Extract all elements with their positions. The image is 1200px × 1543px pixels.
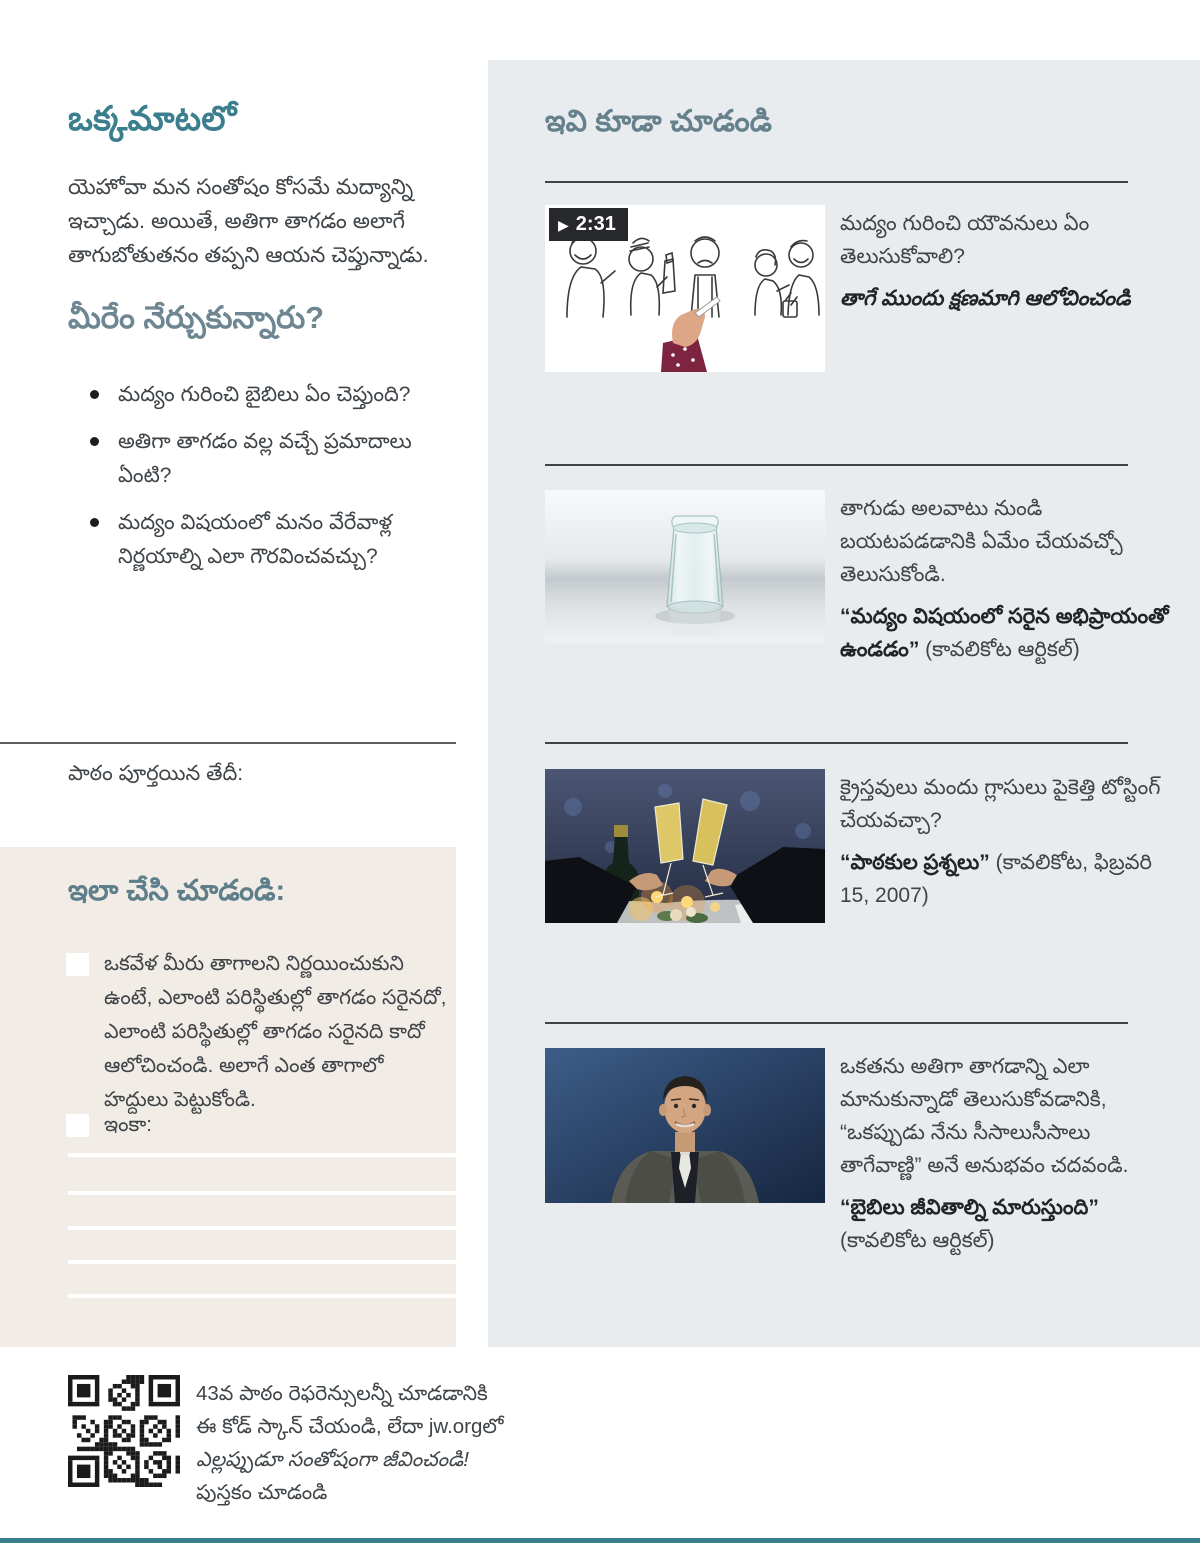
media-description: ఒకతను అతిగా తాగడాన్ని ఎలా మానుకున్నాడో తెలుసుకోవడానికి, “ఒకప్పుడు నేను సీసాలుసీసాలు తాగేవాణ్ణి” అనే అనుభవం చదవండి. <box>840 1055 1129 1177</box>
checklist-text: ఇంకా: <box>104 1113 152 1136</box>
media-item-text <box>840 771 1174 912</box>
try-box <box>0 847 456 1347</box>
see-also-heading: ఇవి కూడా చూడండి <box>545 105 772 138</box>
media-description: తాగుడు అలవాటు నుండి బయటపడడానికి ఏమేం చేయవచ్చో తెలుసుకోండి. <box>840 497 1123 586</box>
checkbox[interactable] <box>66 953 89 976</box>
article-photo-toast[interactable] <box>545 769 825 923</box>
checkbox[interactable] <box>66 1114 89 1137</box>
man-portrait-photo <box>545 1048 825 1203</box>
writing-line <box>68 1294 456 1298</box>
divider <box>0 742 456 744</box>
upside-down-glass-photo <box>545 490 825 643</box>
article-photo-glass[interactable] <box>545 490 825 643</box>
bullet-icon <box>90 437 99 446</box>
divider <box>545 1022 1128 1024</box>
play-icon: ▶ <box>558 216 569 233</box>
try-heading: ఇలా చేసి చూడండి: <box>68 875 286 907</box>
qr-caption-line: ఈ కోడ్ స్కాన్ చేయండి, లేదా jw.orgలో <box>196 1415 504 1438</box>
bullet-icon <box>90 518 99 527</box>
qr-caption-line: పుస్తకం చూడండి <box>196 1481 328 1504</box>
media-item-text <box>840 207 1174 315</box>
summary-text: యెహోవా మన సంతోషం కోసమే మద్యాన్ని ఇచ్చాడు. అయితే, అతిగా తాగడం అలాగే తాగుబోతుతనం తప్పని ఆయన చెప్తున్నాడు. <box>68 175 429 267</box>
media-description: క్రైస్తవులు మందు గ్లాసులు పైకెత్తి టోస్టింగ్ చేయవచ్చా? <box>840 776 1161 832</box>
media-source: (కావలికోట ఆర్టికల్) <box>840 1229 995 1252</box>
list-item <box>88 506 428 574</box>
divider <box>545 742 1128 744</box>
page-footer-bar <box>0 1538 1200 1543</box>
media-title-link[interactable]: “పాఠకుల ప్రశ్నలు” <box>840 851 990 874</box>
bullet-icon <box>90 390 99 399</box>
checklist-text: ఒకవేళ మీరు తాగాలని నిర్ణయించుకుని ఉంటే, ఎలాంటి పరిస్థితుల్లో తాగడం సరైనదో, ఎలాంటి పరిస్థితుల్లో తాగడం సరైనది కాదో ఆలోచించండి. అలాగే ఎంత తాగాలో హద్దులు పెట్టుకోండి. <box>104 952 447 1111</box>
video-thumbnail[interactable] <box>545 205 825 372</box>
writing-line <box>68 1260 456 1264</box>
divider <box>545 181 1128 183</box>
video-duration-badge <box>549 208 628 241</box>
video-duration: 2:31 <box>575 213 616 235</box>
summary-heading: ఒక్కమాటలో <box>68 100 237 138</box>
writing-line <box>68 1226 456 1230</box>
writing-line <box>68 1153 456 1157</box>
media-title-link[interactable]: తాగే ముందు క్షణమాగి ఆలోచించండి <box>840 287 1131 310</box>
list-item <box>88 425 428 493</box>
see-also-panel <box>488 60 1200 1347</box>
media-description: మద్యం గురించి యౌవనులు ఏం తెలుసుకోవాలి? <box>840 212 1090 268</box>
media-title-link[interactable]: “బైబిలు జీవితాల్ని మారుస్తుంది” <box>840 1196 1099 1219</box>
checklist-item <box>66 947 452 1117</box>
article-photo-portrait[interactable] <box>545 1048 825 1203</box>
checklist-item <box>66 1108 452 1142</box>
media-item-text <box>840 1050 1174 1257</box>
media-item-text <box>840 492 1174 666</box>
qr-code <box>68 1375 180 1487</box>
bullet-text: మద్యం గురించి బైబిలు ఏం చెప్తుంది? <box>118 383 411 406</box>
list-item <box>88 378 428 412</box>
bullet-text: మద్యం విషయంలో మనం వేరేవాళ్ల నిర్ణయాల్ని ఎలా గౌరవించవచ్చు? <box>118 511 393 568</box>
qr-caption-book-title: ఎల్లప్పుడూ సంతోషంగా జీవించండి! <box>196 1448 469 1471</box>
date-completed-label: పాఠం పూర్తయిన తేదీ: <box>68 762 244 785</box>
champagne-toast-photo <box>545 769 825 923</box>
qr-caption-line: 43వ పాఠం రెఫరెన్సులన్నీ చూడడానికి <box>196 1382 488 1405</box>
learned-list <box>88 378 428 587</box>
writing-line <box>68 1191 456 1195</box>
qr-caption <box>196 1377 536 1509</box>
divider <box>545 464 1128 466</box>
learned-heading: మీరేం నేర్చుకున్నారు? <box>68 300 325 335</box>
media-source: (కావలికోట ఆర్టికల్) <box>919 638 1080 661</box>
media-source: (కావలికోట, ఫిబ్రవరి 15, 2007) <box>840 851 1152 907</box>
bullet-text: అతిగా తాగడం వల్ల వచ్చే ప్రమాదాలు ఏంటి? <box>118 430 412 487</box>
media-title-link[interactable]: “మద్యం విషయంలో సరైన అభిప్రాయంతో ఉండడం” <box>840 605 1169 661</box>
